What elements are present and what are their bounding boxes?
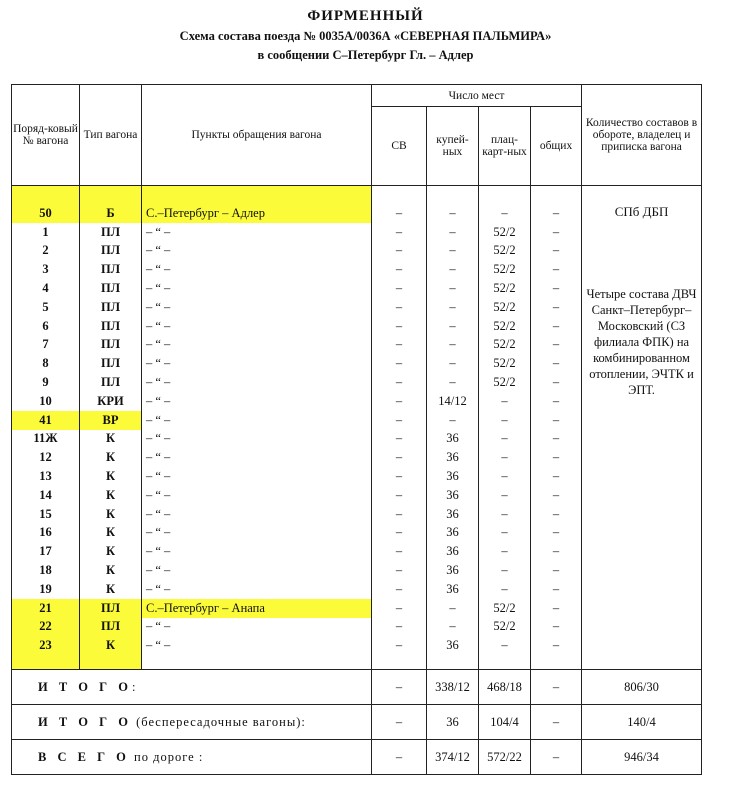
seats-obsh: – (531, 298, 582, 317)
car-type: К (80, 542, 142, 561)
car-route: – “ – (142, 279, 372, 298)
seats-obsh: – (531, 524, 582, 543)
car-type: ПЛ (80, 317, 142, 336)
seats-obsh: – (531, 618, 582, 637)
seats-kupe: – (427, 279, 479, 298)
seats-plats: – (479, 486, 531, 505)
total-obsh: – (531, 670, 582, 705)
seats-sv: – (372, 486, 427, 505)
car-number: 21 (12, 599, 80, 618)
seats-sv: – (372, 260, 427, 279)
seats-kupe: – (427, 354, 479, 373)
grand-total-sv: – (372, 740, 427, 775)
seats-kupe: – (427, 317, 479, 336)
seats-sv: – (372, 467, 427, 486)
seats-kupe: 36 (427, 486, 479, 505)
car-route: – “ – (142, 618, 372, 637)
seats-sv: – (372, 430, 427, 449)
seats-plats: – (479, 467, 531, 486)
header-obsh: общих (531, 107, 582, 186)
total-through-kupe: 36 (427, 705, 479, 740)
header-sv: СВ (372, 107, 427, 186)
car-route: – “ – (142, 336, 372, 355)
seats-obsh: – (531, 260, 582, 279)
car-type: Б (80, 186, 142, 223)
seats-plats: 52/2 (479, 223, 531, 242)
seats-obsh: – (531, 561, 582, 580)
seats-sv: – (372, 298, 427, 317)
car-number: 7 (12, 336, 80, 355)
seats-obsh: – (531, 186, 582, 223)
seats-sv: – (372, 448, 427, 467)
car-number: 15 (12, 505, 80, 524)
seats-kupe: 36 (427, 524, 479, 543)
seats-plats: 52/2 (479, 298, 531, 317)
seats-obsh: – (531, 242, 582, 261)
seats-plats: – (479, 524, 531, 543)
seats-kupe: – (427, 186, 479, 223)
car-type: ПЛ (80, 354, 142, 373)
seats-plats: 52/2 (479, 373, 531, 392)
header-car-type: Тип вагона (80, 85, 142, 186)
car-route: – “ – (142, 636, 372, 669)
seats-kupe: 36 (427, 467, 479, 486)
car-number: 10 (12, 392, 80, 411)
seats-kupe: 36 (427, 580, 479, 599)
seats-obsh: – (531, 467, 582, 486)
seats-plats: 52/2 (479, 279, 531, 298)
header-plats: плац-карт-ных (479, 107, 531, 186)
seats-sv: – (372, 392, 427, 411)
total-row (12, 670, 702, 705)
car-type: ПЛ (80, 336, 142, 355)
car-type: ПЛ (80, 223, 142, 242)
seats-kupe: 14/12 (427, 392, 479, 411)
car-route: – “ – (142, 242, 372, 261)
seats-kupe: – (427, 298, 479, 317)
seats-obsh: – (531, 279, 582, 298)
seats-plats: 52/2 (479, 336, 531, 355)
seats-sv: – (372, 618, 427, 637)
header-route: Пункты обращения вагона (142, 85, 372, 186)
seats-kupe: – (427, 618, 479, 637)
train-scheme-title: Схема состава поезда № 0035А/0036А «СЕВЕРНАЯ ПАЛЬМИРА» (179, 29, 552, 43)
car-type: ПЛ (80, 298, 142, 317)
car-number: 19 (12, 580, 80, 599)
car-number: 22 (12, 618, 80, 637)
header-kupe: купей-ных (427, 107, 479, 186)
seats-kupe: – (427, 242, 479, 261)
seats-sv: – (372, 186, 427, 223)
seats-plats: – (479, 561, 531, 580)
seats-obsh: – (531, 580, 582, 599)
grand-total-plats: 572/22 (479, 740, 531, 775)
car-type: К (80, 467, 142, 486)
seats-sv: – (372, 242, 427, 261)
car-route: – “ – (142, 317, 372, 336)
seats-obsh: – (531, 373, 582, 392)
car-type: ПЛ (80, 260, 142, 279)
car-route: – “ – (142, 580, 372, 599)
seats-obsh: – (531, 354, 582, 373)
seats-obsh: – (531, 542, 582, 561)
seats-sv: – (372, 580, 427, 599)
car-route: С.–Петербург – Анапа (142, 599, 372, 618)
total-sv: – (372, 670, 427, 705)
seats-obsh: – (531, 430, 582, 449)
seats-obsh: – (531, 317, 582, 336)
car-number: 14 (12, 486, 80, 505)
grand-total-kupe: 374/12 (427, 740, 479, 775)
car-number: 12 (12, 448, 80, 467)
seats-sv: – (372, 524, 427, 543)
seats-sv: – (372, 223, 427, 242)
seats-kupe: 36 (427, 561, 479, 580)
total-through-cars-row (12, 705, 702, 740)
seats-obsh: – (531, 336, 582, 355)
total-through-plats: 104/4 (479, 705, 531, 740)
seats-sv: – (372, 505, 427, 524)
seats-plats: 52/2 (479, 599, 531, 618)
seats-plats: – (479, 542, 531, 561)
car-type: К (80, 448, 142, 467)
header-car-number: Поряд-ковый № вагона (12, 85, 80, 186)
seats-kupe: 36 (427, 636, 479, 669)
car-number: 3 (12, 260, 80, 279)
car-type: КРИ (80, 392, 142, 411)
totals-section (12, 670, 702, 775)
seats-kupe: 36 (427, 542, 479, 561)
car-route: – “ – (142, 542, 372, 561)
seats-kupe: – (427, 336, 479, 355)
seats-sv: – (372, 542, 427, 561)
car-route: – “ – (142, 260, 372, 279)
seats-plats: 52/2 (479, 242, 531, 261)
grand-total-label: В С Е Г О по дороге : (12, 740, 372, 775)
seats-plats: – (479, 392, 531, 411)
total-plats: 468/18 (479, 670, 531, 705)
total-owner: 806/30 (582, 670, 702, 705)
car-number: 41 (12, 411, 80, 430)
route-subtitle: в сообщении С–Петербург Гл. – Адлер (257, 48, 474, 62)
car-type: К (80, 580, 142, 599)
car-route: – “ – (142, 373, 372, 392)
seats-plats: – (479, 411, 531, 430)
seats-kupe: 36 (427, 430, 479, 449)
seats-obsh: – (531, 392, 582, 411)
car-type: К (80, 524, 142, 543)
seats-sv: – (372, 373, 427, 392)
owner-description: Четыре состава ДВЧ Санкт–Петербург–Московский (СЗ филиала ФПК) на комбинированном отоплении, ЭЧТК и ЭПТ. (586, 287, 697, 397)
car-number: 13 (12, 467, 80, 486)
seats-plats: 52/2 (479, 260, 531, 279)
car-type: ПЛ (80, 373, 142, 392)
car-route: – “ – (142, 486, 372, 505)
seats-sv: – (372, 411, 427, 430)
seats-obsh: – (531, 411, 582, 430)
seats-obsh: – (531, 223, 582, 242)
car-route: – “ – (142, 392, 372, 411)
seats-sv: – (372, 279, 427, 298)
car-type: ВР (80, 411, 142, 430)
car-route: – “ – (142, 448, 372, 467)
seats-plats: – (479, 448, 531, 467)
seats-plats: – (479, 580, 531, 599)
seats-sv: – (372, 336, 427, 355)
seats-sv: – (372, 599, 427, 618)
seats-obsh: – (531, 636, 582, 669)
car-route: – “ – (142, 430, 372, 449)
seats-sv: – (372, 317, 427, 336)
seats-plats: 52/2 (479, 354, 531, 373)
car-type: ПЛ (80, 599, 142, 618)
seats-plats: 52/2 (479, 618, 531, 637)
cars-list (12, 186, 702, 670)
total-through-label: И Т О Г О (беспересадочные вагоны): (12, 705, 372, 740)
seats-kupe: 36 (427, 448, 479, 467)
car-number: 5 (12, 298, 80, 317)
header-owner: Количество составов в обороте, владелец и приписка вагона (582, 85, 702, 186)
car-type: ПЛ (80, 242, 142, 261)
header-seats-group: Число мест (372, 85, 582, 107)
car-number: 16 (12, 524, 80, 543)
car-type: К (80, 561, 142, 580)
document-title: ФИРМЕННЫЙ (307, 8, 424, 24)
total-kupe: 338/12 (427, 670, 479, 705)
grand-total-obsh: – (531, 740, 582, 775)
seats-kupe: – (427, 223, 479, 242)
car-route: – “ – (142, 505, 372, 524)
seats-kupe: – (427, 599, 479, 618)
car-route: – “ – (142, 467, 372, 486)
car-number: 50 (12, 186, 80, 223)
seats-obsh: – (531, 486, 582, 505)
car-route: – “ – (142, 524, 372, 543)
seats-plats: – (479, 505, 531, 524)
seats-plats: – (479, 186, 531, 223)
car-number: 8 (12, 354, 80, 373)
grand-total-row (12, 740, 702, 775)
car-row (12, 186, 702, 223)
car-type: К (80, 486, 142, 505)
grand-total-owner: 946/34 (582, 740, 702, 775)
seats-obsh: – (531, 505, 582, 524)
total-label: И Т О Г О: (12, 670, 372, 705)
seats-kupe: – (427, 260, 479, 279)
seats-obsh: – (531, 448, 582, 467)
car-type: К (80, 636, 142, 669)
seats-plats: – (479, 430, 531, 449)
car-type: К (80, 430, 142, 449)
seats-kupe: – (427, 373, 479, 392)
car-route: – “ – (142, 223, 372, 242)
seats-sv: – (372, 561, 427, 580)
car-number: 2 (12, 242, 80, 261)
total-through-sv: – (372, 705, 427, 740)
total-through-owner: 140/4 (582, 705, 702, 740)
train-composition-table (11, 84, 702, 775)
seats-plats: 52/2 (479, 317, 531, 336)
car-number: 6 (12, 317, 80, 336)
owner-code: СПб ДБП (614, 204, 669, 219)
seats-obsh: – (531, 599, 582, 618)
car-number: 17 (12, 542, 80, 561)
seats-sv: – (372, 636, 427, 669)
seats-kupe: – (427, 411, 479, 430)
car-number: 1 (12, 223, 80, 242)
car-number: 18 (12, 561, 80, 580)
car-route: – “ – (142, 298, 372, 317)
car-type: К (80, 505, 142, 524)
car-number: 9 (12, 373, 80, 392)
car-number: 23 (12, 636, 80, 669)
total-through-obsh: – (531, 705, 582, 740)
car-number: 11Ж (12, 430, 80, 449)
car-number: 4 (12, 279, 80, 298)
seats-plats: – (479, 636, 531, 669)
seats-kupe: 36 (427, 505, 479, 524)
car-route: С.–Петербург – Адлер (142, 186, 372, 223)
car-type: ПЛ (80, 279, 142, 298)
owner-cell (582, 186, 702, 670)
car-route: – “ – (142, 411, 372, 430)
seats-sv: – (372, 354, 427, 373)
car-type: ПЛ (80, 618, 142, 637)
car-route: – “ – (142, 354, 372, 373)
car-route: – “ – (142, 561, 372, 580)
